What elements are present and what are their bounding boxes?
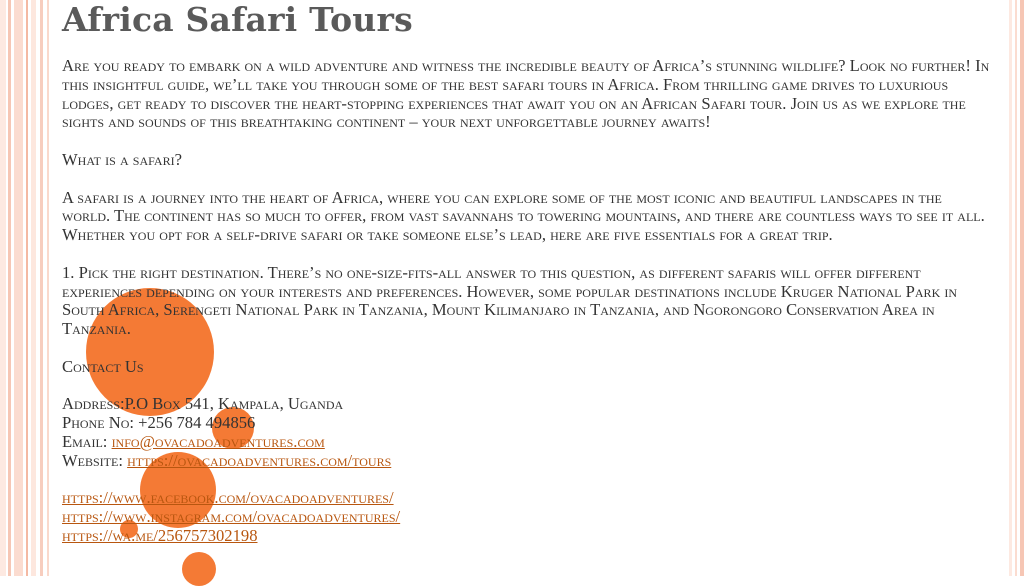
decorative-stripes [0, 0, 60, 576]
whatsapp-link[interactable]: https://wa.me/256757302198 [62, 525, 258, 545]
social-link-row [62, 508, 992, 527]
social-link-row [62, 489, 992, 508]
contact-website-line [62, 452, 992, 471]
website-label: Website: [62, 450, 128, 470]
email-link[interactable]: info@ovacadoadventures.com [111, 431, 325, 451]
body-text [62, 57, 992, 546]
stripe [14, 0, 23, 576]
contact-address: Address:P.O Box 541, Kampala, Uganda [62, 394, 344, 414]
point-one-paragraph: 1. Pick the right destination. There’s no one-size-fits-all answer to this question, as different safaris will offer different experiences depending on your interests and preferences. However, some popular destinations include Kruger National Park in South Africa, Serengeti National Park in Tanzania, Mount Kilimanjaro in Tanzania, and Ngorongoro Conservation Area in Tanzania. [62, 262, 958, 339]
page-title: Africa Safari Tours [62, 0, 413, 39]
question-heading: What is a safari? [62, 149, 182, 169]
right-stripe [1020, 0, 1024, 576]
contact-phone: Phone No: +256 784 494856 [62, 413, 256, 433]
stripe [26, 0, 28, 576]
contact-email-line [62, 433, 992, 452]
stripe [31, 0, 36, 576]
stripe [0, 0, 6, 576]
intro-paragraph: Are you ready to embark on a wild adventure and witness the incredible beauty of Africa’s stunning wildlife? Look no further! In this insightful guide, we’ll take you through some of the best safari tours in Africa. From thrilling game drives to luxurious lodges, get ready to discover the heart-stopping experiences that await you on an African Safari tour. Join us as we explore the sights and sounds of this breathtaking continent – your next unforgettable journey awaits! [62, 56, 990, 132]
website-link[interactable]: https://ovacadoadventures.com/tours [127, 450, 392, 470]
stripe [47, 0, 49, 576]
stripe [8, 0, 11, 576]
decorative-circle [182, 552, 216, 586]
contact-heading: Contact Us [62, 356, 144, 376]
right-stripe [1015, 0, 1017, 576]
facebook-link[interactable]: https://www.facebook.com/ovacadoadventures/ [62, 488, 394, 508]
stripe [40, 0, 43, 576]
slide-content [62, 0, 992, 546]
social-link-row [62, 527, 992, 546]
email-label: Email: [62, 431, 112, 451]
answer-paragraph: A safari is a journey into the heart of Africa, where you can explore some of the most iconic and beautiful landscapes in the world. The continent has so much to offer, from vast savannahs to towering mountains, and there are countless ways to see it all. Whether you opt for a self-drive safari or take someone else’s lead, here are five essentials for a great trip. [62, 187, 985, 245]
instagram-link[interactable]: https://www.instagram.com/ovacadoadventures/ [62, 507, 401, 527]
right-stripe [1009, 0, 1012, 576]
